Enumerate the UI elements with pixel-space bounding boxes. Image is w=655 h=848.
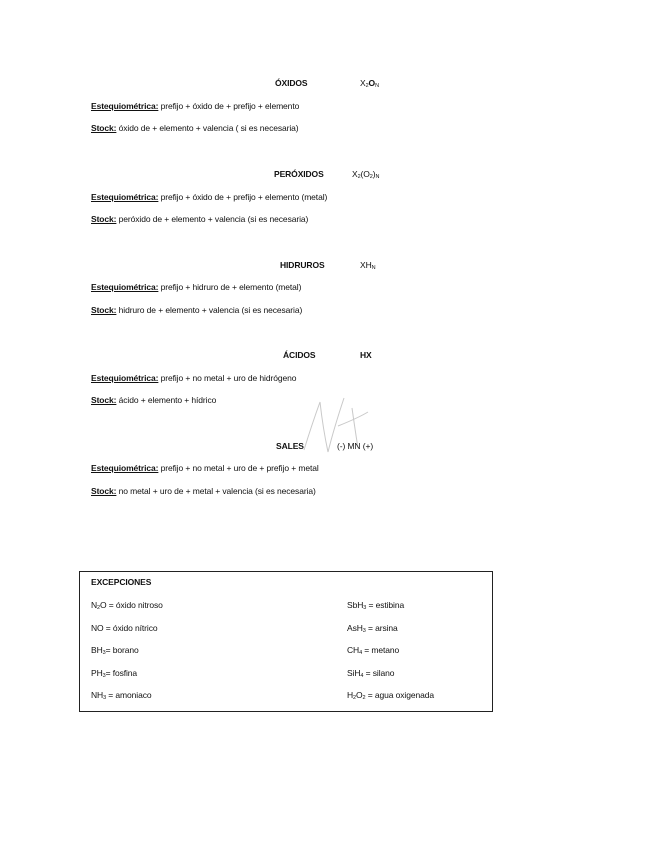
esteq-label: Estequiométrica: [91, 101, 159, 111]
stock-label: Stock: [91, 486, 117, 496]
esteq-label: Estequiométrica: [91, 282, 159, 292]
esteq-label: Estequiométrica: [91, 373, 159, 383]
exception-sbh3: SbH$_3$ = estibina [347, 600, 405, 611]
exception-bh3: $BH_3=$ borano [91, 645, 139, 656]
exception-no: NO = óxido nítrico [91, 623, 158, 633]
exception-ph3: $PH_3=$ fosfina [91, 668, 138, 679]
stock-rule-sales: Stock: no metal + uro de + metal + valencia (si es necesaria) [91, 486, 316, 496]
esteq-rule-acidos: Estequiométrica: prefijo + no metal + uro de hidrógeno [91, 373, 297, 383]
exceptions-heading: EXCEPCIONES [91, 577, 152, 587]
esteq-rule-sales: Estequiométrica: prefijo + no metal + uro de + prefijo + metal [91, 463, 319, 473]
exception-ch4: $CH_4 = metano$ [347, 645, 400, 656]
esteq-label: Estequiométrica: [91, 463, 159, 473]
stock-label: Stock: [91, 214, 117, 224]
section-title-acidos: ÁCIDOS [283, 350, 316, 360]
stock-rule-hidruros: Stock: hidruro de + elemento + valencia (si es necesaria) [91, 305, 303, 315]
esteq-rule-peroxidos: Estequiométrica: prefijo + óxido de + prefijo + elemento (metal) [91, 192, 328, 202]
exception-nh3: $NH_3$ = amoniaco [91, 690, 152, 701]
stock-label: Stock: [91, 395, 117, 405]
formula-peroxidos: $X_2(O_2)_N$ [352, 169, 380, 180]
stock-rule-acidos: Stock: ácido + elemento + hídrico [91, 395, 217, 405]
exception-ash3: AsH$_3$ = arsina [347, 623, 398, 634]
esteq-label: Estequiométrica: [91, 192, 159, 202]
exception-n2o: $N_2O$ = óxido nitroso [91, 600, 163, 611]
section-title-oxidos: ÓXIDOS [275, 78, 308, 88]
exception-h2o2: $H_2O_2$ = agua oxigenada [347, 690, 434, 701]
section-title-sales: SALES [276, 441, 304, 451]
stock-label: Stock: [91, 123, 117, 133]
exceptions-box [79, 571, 493, 712]
stock-label: Stock: [91, 305, 117, 315]
exception-sih4: SiH$_4$ = silano [347, 668, 395, 679]
section-title-peroxidos: PERÓXIDOS [274, 169, 324, 179]
section-title-hidruros: HIDRUROS [280, 260, 325, 270]
stock-rule-peroxidos: Stock: peróxido de + elemento + valencia (si es necesaria) [91, 214, 309, 224]
formula-oxidos: $X_2O_N$ [360, 78, 379, 89]
stock-rule-oxidos: Stock: óxido de + elemento + valencia ( si es necesaria) [91, 123, 299, 133]
formula-hidruros: $XH_N$ [360, 260, 376, 271]
esteq-rule-oxidos: Estequiométrica: prefijo + óxido de + prefijo + elemento [91, 101, 300, 111]
formula-sales: (-) MN (+) [337, 441, 374, 451]
esteq-rule-hidruros: Estequiométrica: prefijo + hidruro de + elemento (metal) [91, 282, 302, 292]
formula-acidos: HX [360, 350, 372, 360]
